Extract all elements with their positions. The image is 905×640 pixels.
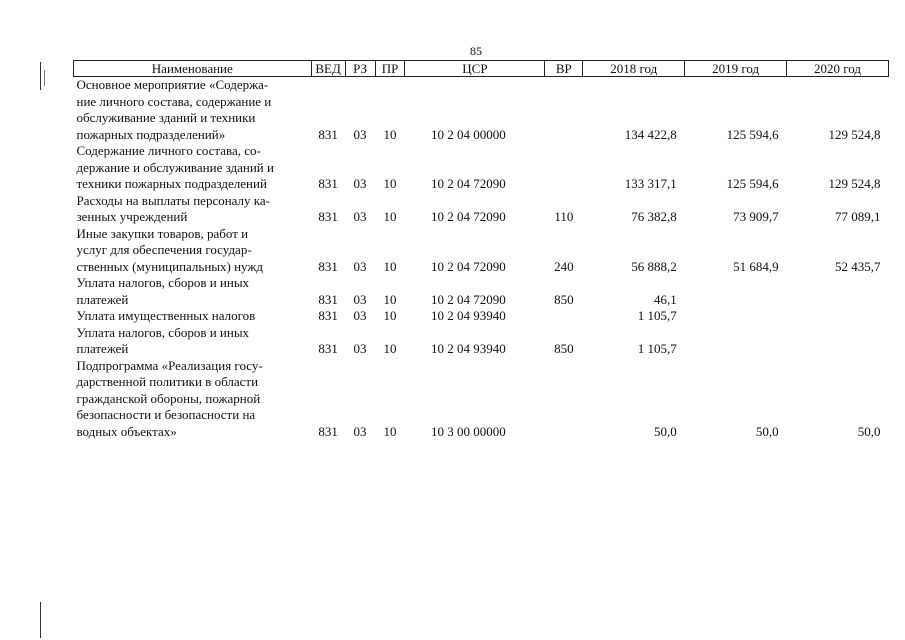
row-name-line: зенных учреждений xyxy=(76,209,188,224)
row-y2019: 125 594,6 xyxy=(726,126,779,142)
row-rz: 03 xyxy=(353,341,367,356)
row-name-line: техники пожарных подразделений xyxy=(76,176,267,191)
row-pr: 10 xyxy=(383,126,397,142)
row-name xyxy=(74,358,312,441)
row-ved: 831 xyxy=(318,291,338,307)
header-rz: РЗ xyxy=(345,61,375,77)
row-ved: 831 xyxy=(318,423,338,439)
row-vr: 240 xyxy=(554,258,574,274)
row-pr: 10 xyxy=(383,258,397,274)
row-name xyxy=(74,77,312,144)
row-name-line: обслуживание зданий и техники xyxy=(76,110,256,125)
row-y2018: 50,0 xyxy=(653,423,677,439)
row-name-line: Иные закупки товаров, работ и xyxy=(76,225,249,241)
row-rz: 03 xyxy=(353,291,367,307)
row-y2019: 125 594,6 xyxy=(726,176,779,191)
row-y2020: 129 524,8 xyxy=(828,176,881,191)
row-csr: 10 2 04 93940 xyxy=(430,341,506,356)
row-ved: 831 xyxy=(318,176,338,191)
row-y2019: 50,0 xyxy=(755,423,779,439)
row-rz: 03 xyxy=(353,126,367,142)
row-name xyxy=(74,275,312,308)
table-row xyxy=(74,358,889,441)
row-ved: 831 xyxy=(318,308,338,323)
row-y2018: 76 382,8 xyxy=(631,209,677,224)
table-row xyxy=(74,143,889,193)
header-2018: 2018 год xyxy=(583,61,685,77)
row-name-line: Уплата имущественных налогов xyxy=(76,308,256,323)
row-name-line: водных объектах» xyxy=(76,423,177,439)
header-pr: ПР xyxy=(375,61,405,77)
row-rz: 03 xyxy=(353,176,367,191)
row-ved: 831 xyxy=(318,126,338,142)
row-vr xyxy=(545,308,583,325)
row-y2020: 50,0 xyxy=(857,423,881,439)
table-row xyxy=(74,275,889,308)
row-name-line: ние личного состава, содержание и xyxy=(76,93,272,109)
row-vr: 850 xyxy=(554,341,574,356)
row-y2018: 134 422,8 xyxy=(624,126,677,142)
row-name-line: платежей xyxy=(76,291,129,307)
row-y2019: 73 909,7 xyxy=(733,209,779,224)
row-csr: 10 2 04 72090 xyxy=(430,209,506,224)
row-pr: 10 xyxy=(383,209,397,224)
header-2020: 2020 год xyxy=(787,61,889,77)
table-row xyxy=(74,77,889,144)
table-row xyxy=(74,226,889,276)
row-pr: 10 xyxy=(383,341,397,356)
row-y2018: 133 317,1 xyxy=(624,176,677,191)
table-row xyxy=(74,308,889,325)
row-name-line: гражданской обороны, пожарной xyxy=(76,390,261,406)
row-y2020: 52 435,7 xyxy=(835,258,881,274)
row-y2019 xyxy=(685,308,787,325)
row-y2020: 129 524,8 xyxy=(828,126,881,142)
row-pr: 10 xyxy=(383,423,397,439)
row-name xyxy=(74,308,312,325)
row-y2018: 46,1 xyxy=(653,291,677,307)
row-csr: 10 2 04 00000 xyxy=(430,126,506,142)
row-name-line: держание и обслуживание зданий и xyxy=(76,159,274,175)
row-ved: 831 xyxy=(318,209,338,224)
row-name-line: пожарных подразделений» xyxy=(76,126,226,142)
row-name-line: дарственной политики в области xyxy=(76,374,259,389)
row-vr: 110 xyxy=(554,209,574,224)
row-ved: 831 xyxy=(318,341,338,356)
table-body xyxy=(74,77,889,441)
header-vr: ВР xyxy=(545,61,583,77)
row-ved: 831 xyxy=(318,258,338,274)
row-csr: 10 3 00 00000 xyxy=(430,423,506,439)
row-vr xyxy=(545,143,583,193)
row-pr: 10 xyxy=(383,308,397,323)
margin-mark-bottom xyxy=(40,602,41,638)
row-vr xyxy=(545,77,583,144)
row-name-line: платежей xyxy=(76,341,129,356)
budget-table xyxy=(73,60,889,440)
row-rz: 03 xyxy=(353,308,367,323)
row-y2019: 51 684,9 xyxy=(733,258,779,274)
header-2019: 2019 год xyxy=(685,61,787,77)
row-csr: 10 2 04 93940 xyxy=(430,308,506,323)
margin-mark-top xyxy=(40,62,41,90)
page-number: 85 xyxy=(470,44,482,58)
row-name-line: Уплата налогов, сборов и иных xyxy=(76,324,250,340)
row-y2020 xyxy=(787,325,889,358)
row-name-line: Расходы на выплаты персоналу ка- xyxy=(76,192,271,208)
row-name-line: Содержание личного состава, со- xyxy=(76,143,261,158)
row-y2018: 1 105,7 xyxy=(637,341,677,356)
row-y2019 xyxy=(685,275,787,308)
row-name-line: Основное мероприятие «Содержа- xyxy=(76,77,269,92)
row-vr: 850 xyxy=(554,291,574,307)
row-y2018: 1 105,7 xyxy=(637,308,677,323)
margin-mark-top-2 xyxy=(44,70,45,86)
row-csr: 10 2 04 72090 xyxy=(430,176,506,191)
row-name xyxy=(74,325,312,358)
row-rz: 03 xyxy=(353,258,367,274)
row-csr: 10 2 04 72090 xyxy=(430,291,506,307)
row-rz: 03 xyxy=(353,423,367,439)
row-y2020: 77 089,1 xyxy=(835,209,881,224)
table-header-row xyxy=(74,61,889,77)
row-y2019 xyxy=(685,325,787,358)
header-name: Наименование xyxy=(74,61,312,77)
row-name-line: ственных (муниципальных) нужд xyxy=(76,258,263,274)
row-name xyxy=(74,193,312,226)
row-y2020 xyxy=(787,308,889,325)
row-name-line: Уплата налогов, сборов и иных xyxy=(76,275,250,290)
row-name-line: Подпрограмма «Реализация госу- xyxy=(76,357,263,373)
row-name-line: безопасности и безопасности на xyxy=(76,407,256,422)
row-pr: 10 xyxy=(383,291,397,307)
header-csr: ЦСР xyxy=(405,61,545,77)
header-ved: ВЕД xyxy=(311,61,345,77)
row-vr xyxy=(545,358,583,441)
row-pr: 10 xyxy=(383,176,397,191)
row-name xyxy=(74,143,312,193)
row-rz: 03 xyxy=(353,209,367,224)
table-row xyxy=(74,193,889,226)
row-name-line: услуг для обеспечения государ- xyxy=(76,242,252,257)
row-csr: 10 2 04 72090 xyxy=(430,258,506,274)
row-y2020 xyxy=(787,275,889,308)
table-row xyxy=(74,325,889,358)
row-y2018: 56 888,2 xyxy=(631,258,677,274)
row-name xyxy=(74,226,312,276)
